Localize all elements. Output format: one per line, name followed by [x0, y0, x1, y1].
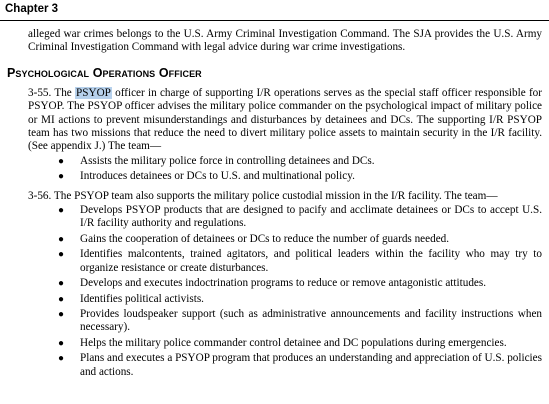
bullet-icon: ●	[58, 337, 65, 349]
bullet-icon: ●	[58, 155, 65, 167]
list-item-text: Assists the military police force in controlling detainees and DCs.	[80, 154, 375, 167]
list-item-text: Identifies malcontents, trained agitators, and political leaders within the facility who may try to organize resistance or create disturbances.	[80, 248, 542, 274]
bullet-list-3-55	[28, 155, 542, 184]
paragraph-article: The	[54, 86, 72, 99]
list-item-text: Develops and executes indoctrination programs to reduce or remove antagonistic attitudes.	[80, 277, 487, 290]
list-item	[58, 352, 542, 379]
section-title: Psychological Operations Officer	[7, 65, 202, 80]
bullet-icon: ●	[58, 249, 65, 261]
list-item-text: Provides loudspeaker support (such as administrative announcements and facility instructions when necessary).	[80, 307, 542, 334]
bullet-icon: ●	[58, 293, 65, 305]
list-item	[58, 307, 542, 335]
list-item	[58, 336, 542, 350]
list-item-text: Develops PSYOP products that are designed to pacify and acclimate detainees or DCs to accept U.S. I/R facility authority and regulations.	[80, 204, 542, 230]
page-header	[0, 0, 549, 21]
chapter-label: Chapter 3	[5, 3, 59, 15]
paragraph-3-55	[28, 87, 542, 154]
list-item-text: Introduces detainees or DCs to U.S. and multinational policy.	[80, 170, 355, 183]
bullet-icon: ●	[58, 171, 65, 183]
list-item-text: Gains the cooperation of detainees or DCs to reduce the number of guards needed.	[80, 232, 450, 245]
highlighted-term[interactable]: PSYOP	[76, 86, 111, 99]
bullet-icon: ●	[58, 233, 65, 245]
paragraph-text: The PSYOP team also supports the military police custodial mission in the I/R facility. The team—	[53, 189, 498, 202]
list-item-text: Helps the military police commander control detainee and DC populations during emergencies.	[80, 336, 507, 349]
bullet-icon: ●	[58, 278, 65, 290]
intro-paragraph: alleged war crimes belongs to the U.S. Army Criminal Investigation Command. The SJA provides the U.S. Army Criminal Investigation Command with legal advice during war crime investigations.	[28, 28, 542, 54]
bullet-icon: ●	[58, 308, 65, 320]
list-item	[58, 204, 542, 231]
list-item-text: Identifies political activists.	[80, 292, 204, 305]
document-body	[7, 28, 543, 381]
paragraph-number: 3-56.	[28, 189, 52, 202]
bullet-icon: ●	[58, 353, 65, 365]
list-item	[58, 277, 542, 290]
list-item	[58, 170, 542, 183]
list-item	[58, 154, 542, 168]
paragraph-text: officer in charge of supporting I/R operations serves as the special staff officer responsible for PSYOP. The PSYOP officer advises the military police commander on the psychological impact of military police or MI actions to prevent misunderstandings and disturbances by detainees and DCs. The supporting I/R PSYOP team has two missions that reduce the need to divert military police assets to maintain security in the I/R facility. (See appendix J.) The team—	[28, 86, 543, 153]
bullet-list-3-56	[28, 204, 542, 379]
list-item	[58, 292, 542, 306]
paragraph-3-56	[28, 190, 542, 203]
list-item	[58, 248, 542, 275]
bullet-icon: ●	[58, 205, 65, 217]
list-item	[58, 232, 542, 246]
paragraph-number: 3-55.	[28, 86, 52, 99]
list-item-text: Plans and executes a PSYOP program that produces an understanding and appreciation of U.S. policies and actions.	[80, 352, 542, 378]
